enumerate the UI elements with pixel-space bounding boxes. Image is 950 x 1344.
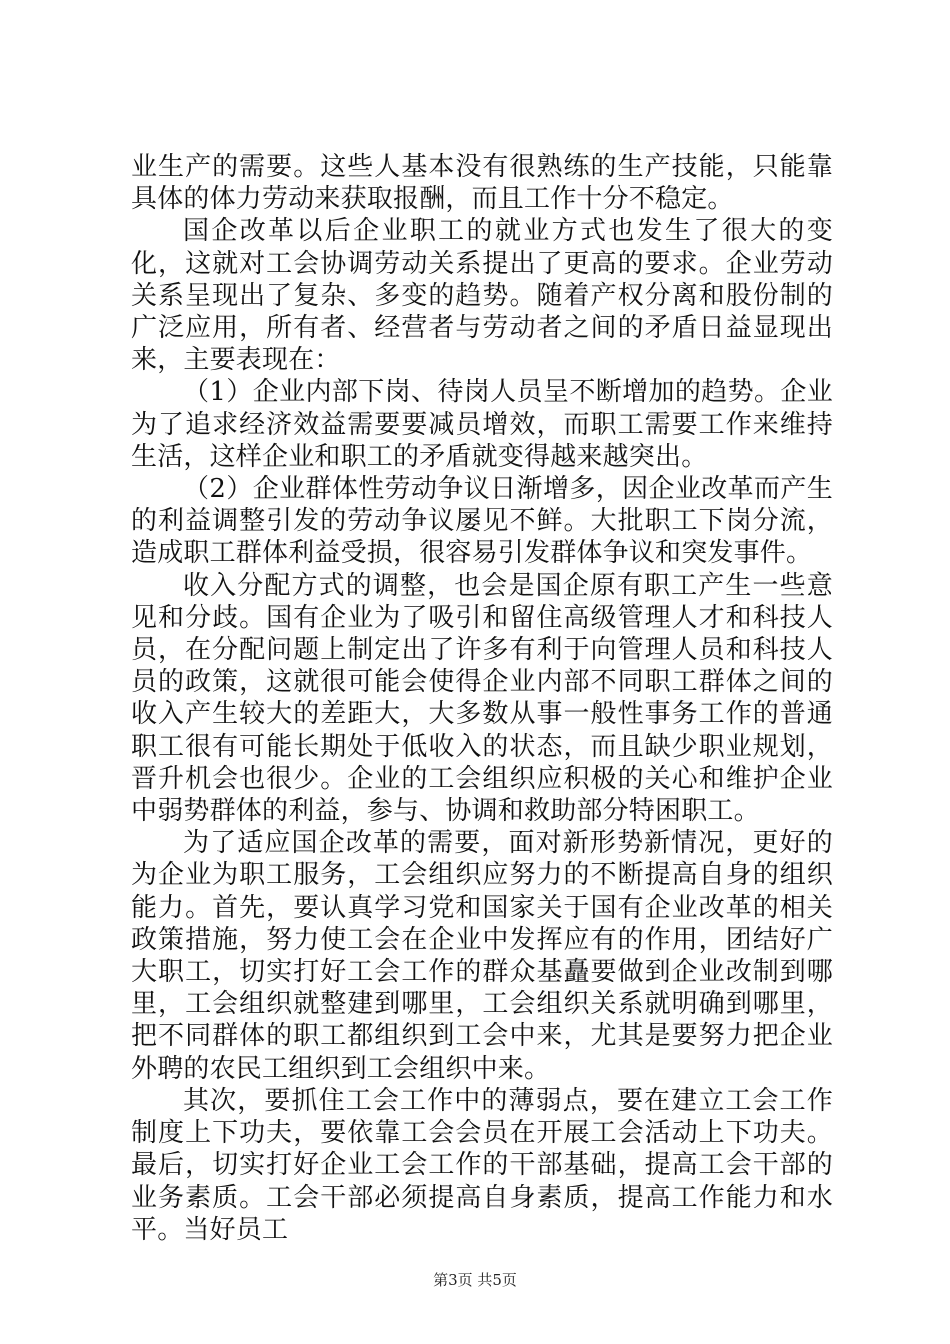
paragraph-5: 收入分配方式的调整，也会是国企原有职工产生一些意见和分歧。国有企业为了吸引和留住高级管理人才和科技人员，在分配问题上制定出了许多有利于向管理人员和科技人员的政策，这就很可能会使得企业内部不同职工群体之间的收入产生较大的差距大，大多数从事一般性事务工作的普通职工很有可能长期处于低收入的状态，而且缺少职业规划，晋升机会也很少。企业的工会组织应积极的关心和维护企业中弱势群体的利益，参与、协调和救助部分特困职工。 xyxy=(131,570,833,827)
paragraph-2: 国企改革以后企业职工的就业方式也发生了很大的变化，这就对工会协调劳动关系提出了更高的要求。企业劳动关系呈现出了复杂、多变的趋势。随着产权分离和股份制的广泛应用，所有者、经营者与劳动者之间的矛盾日益显现出来，主要表现在： xyxy=(131,216,833,376)
paragraph-7: 其次，要抓住工会工作中的薄弱点，要在建立工会工作制度上下功夫，要依靠工会会员在开展工会活动上下功夫。最后，切实打好企业工会工作的干部基础，提高工会干部的业务素质。工会干部必须提高自身素质，提高工作能力和水平。当好员工 xyxy=(131,1085,833,1245)
body-text xyxy=(131,151,833,1246)
paragraph-4: （2）企业群体性劳动争议日渐增多，因企业改革而产生的利益调整引发的劳动争议屡见不鲜。大批职工下岗分流，造成职工群体利益受损，很容易引发群体争议和突发事件。 xyxy=(131,474,833,569)
paragraph-1: 业生产的需要。这些人基本没有很熟练的生产技能，只能靠具体的体力劳动来获取报酬，而且工作十分不稳定。 xyxy=(131,152,833,215)
paragraph-6: 为了适应国企改革的需要，面对新形势新情况，更好的为企业为职工服务，工会组织应努力的不断提高自身的组织能力。首先，要认真学习党和国家关于国有企业改革的相关政策措施，努力使工会在企业中发挥应有的作用，团结好广大职工，切实打好工会工作的群众基矗要做到企业改制到哪里，工会组织就整建到哪里，工会组织关系就明确到哪里，把不同群体的职工都组织到工会中来，尤其是要努力把企业外聘的农民工组织到工会组织中来。 xyxy=(131,828,833,1084)
page-number-footer: 第3页 共5页 xyxy=(433,1271,517,1289)
paragraph-3: （1）企业内部下岗、待岗人员呈不断增加的趋势。企业为了追求经济效益需要要减员增效，而职工需要工作来维持生活，这样企业和职工的矛盾就变得越来越突出。 xyxy=(131,377,833,472)
